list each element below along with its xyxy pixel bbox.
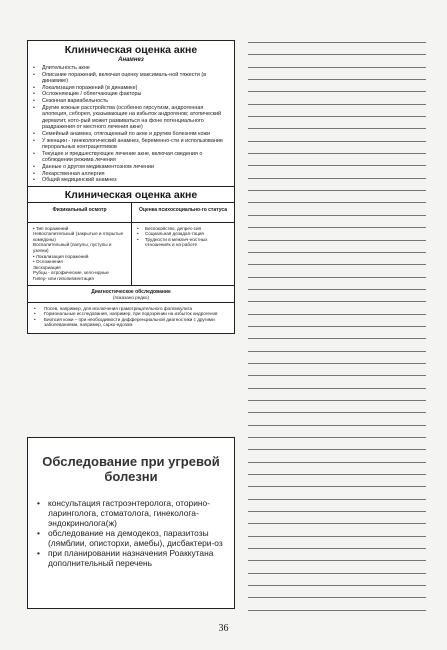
psychosocial-header: Оценка психосоциально-го статуса [132,203,234,223]
note-line [248,301,426,302]
note-line [248,128,426,129]
list-item: • Посев, например, для исключения грамотрицательного фолликулита [32,306,230,312]
card-frame [27,40,235,334]
physical-exam-column [28,203,132,285]
note-line [248,400,426,401]
list-item: • Другие кожные расстройства (особенно гирсутизм, андрогенная алопеция, себорея, указывающие на избыток андрогенов; атопический дерматит, кото-рый может развиваться на фоне потенциального раздражения от местного лечения акне) [32,105,230,131]
list-item: • Локализация поражений (в динамике) [32,85,230,92]
list-item: • Гормональные исследования, например, при подозрении на избыток андрогенов [32,311,230,317]
note-line [248,425,426,426]
note-line [248,474,426,475]
note-line [248,215,426,216]
note-line [248,351,426,352]
note-line [248,202,426,203]
assessment-title: Клиническая оценка акне [64,188,198,201]
note-line [248,153,426,154]
note-line [248,338,426,339]
note-line [248,585,426,586]
note-line [248,573,426,574]
diagnostic-title: Диагностическое обследование [91,288,171,295]
notes-ruled-lines [248,42,426,622]
note-line [248,104,426,105]
note-line [248,277,426,278]
note-line [248,42,426,43]
list-item: • при планировании назначения Роаккутана дополнительный перечень [34,548,228,568]
psycho-item: • Беспокойство, депрес-сия [137,226,231,232]
list-item: • Осложняющие / облегчающие факторы [32,91,230,98]
diagnostic-list-box [28,302,234,333]
note-line [248,499,426,500]
diagnostic-list [32,306,230,328]
note-line [248,227,426,228]
note-line [248,511,426,512]
exam-line: Рубцы - атрофические, кело-идные [33,270,109,276]
note-line [248,252,426,253]
list-item: • У женщин - гинекологический анамнез, беременно-сти и использование пероральных контрацептивов [32,138,230,151]
assessment-table [28,202,234,285]
note-line [248,462,426,463]
list-item: • Семейный анамнез, отягощенный по акне и другим болезням кожи [32,131,230,138]
psycho-item: • Социальная дезадап-тация [137,231,231,237]
list-item: • Биопсия кожи – при необходимости дифференциальной диагностики с другими заболеваниями, например, сарко-идозом [32,317,230,328]
anamnesis-list [32,65,230,184]
exam-line: Воспалительный (папулы, пустулы и узелки) [33,242,112,254]
acne-exam-box [27,437,235,609]
note-line [248,326,426,327]
exam-line: Экскориация [33,264,61,270]
physical-exam-body [28,223,131,285]
note-line [248,264,426,265]
list-item: • Текущее и предшествующее лечение акне, включая сведения о соблюдении режима лечения [32,151,230,164]
diagnostic-header [28,285,234,302]
acne-assessment-card [27,40,235,334]
note-line [248,536,426,537]
list-item: • Описание поражений, включая оценку максималь-ной тяжести (в динамике) [32,72,230,85]
note-line [248,610,426,611]
list-item: • консультация гастроэнтеролога, оторино-ларинголога, стоматолога, гинеколога-эндокринолога(ж) [34,498,228,528]
note-line [248,289,426,290]
note-line [248,91,426,92]
note-line [248,548,426,549]
note-line [248,363,426,364]
note-line [248,437,426,438]
list-item: • Данные о другом медикаментозном лечении [32,164,230,171]
physical-exam-header: Физикальный осмотр [28,203,131,223]
note-line [248,412,426,413]
exam-line: • Осложнения [33,259,63,265]
exam-box-list [34,498,228,568]
exam-line: • Тип поражений [33,225,69,231]
anamnesis-section [28,41,234,186]
diagnostic-subtitle: (показано редко) [112,294,150,300]
list-item: • Сезонная вариабельность [32,98,230,105]
note-line [248,116,426,117]
psychosocial-column [132,203,234,285]
list-item: • Лекарственная аллергия [32,171,230,178]
note-line [248,240,426,241]
note-line [248,449,426,450]
assessment-section [28,186,234,333]
note-line [248,523,426,524]
note-line [248,178,426,179]
list-item: • Длительность акне [32,65,230,72]
list-item: • Общий медицинский анамнез [32,177,230,184]
exam-line: Гипер- или гипопигментация [33,276,94,282]
exam-line: Невоспалительный (закрытые и открытые комедоны) [33,231,124,242]
note-line [248,79,426,80]
page-number: 36 [218,623,229,634]
note-line [248,54,426,55]
note-line [248,190,426,191]
note-line [248,388,426,389]
note-line [248,375,426,376]
psycho-item: • Трудности в межлич-ностных отношениях и на работе [137,237,231,248]
note-line [248,314,426,315]
note-line [248,597,426,598]
exam-line: • Локализация поражений [33,253,89,259]
note-line [248,141,426,142]
list-item: • обследование на демодекоз, паразитозы (лямблии, описторхи, амебы), дисбактери-оз [34,528,228,548]
psychosocial-body [132,223,234,251]
note-line [248,67,426,68]
note-line [248,486,426,487]
card-title: Клиническая оценка акне [64,44,198,56]
anamnesis-subtitle: Анамнез [118,57,144,63]
note-line [248,165,426,166]
exam-box-title: Обследование при угревой болезни [42,454,220,484]
note-line [248,560,426,561]
